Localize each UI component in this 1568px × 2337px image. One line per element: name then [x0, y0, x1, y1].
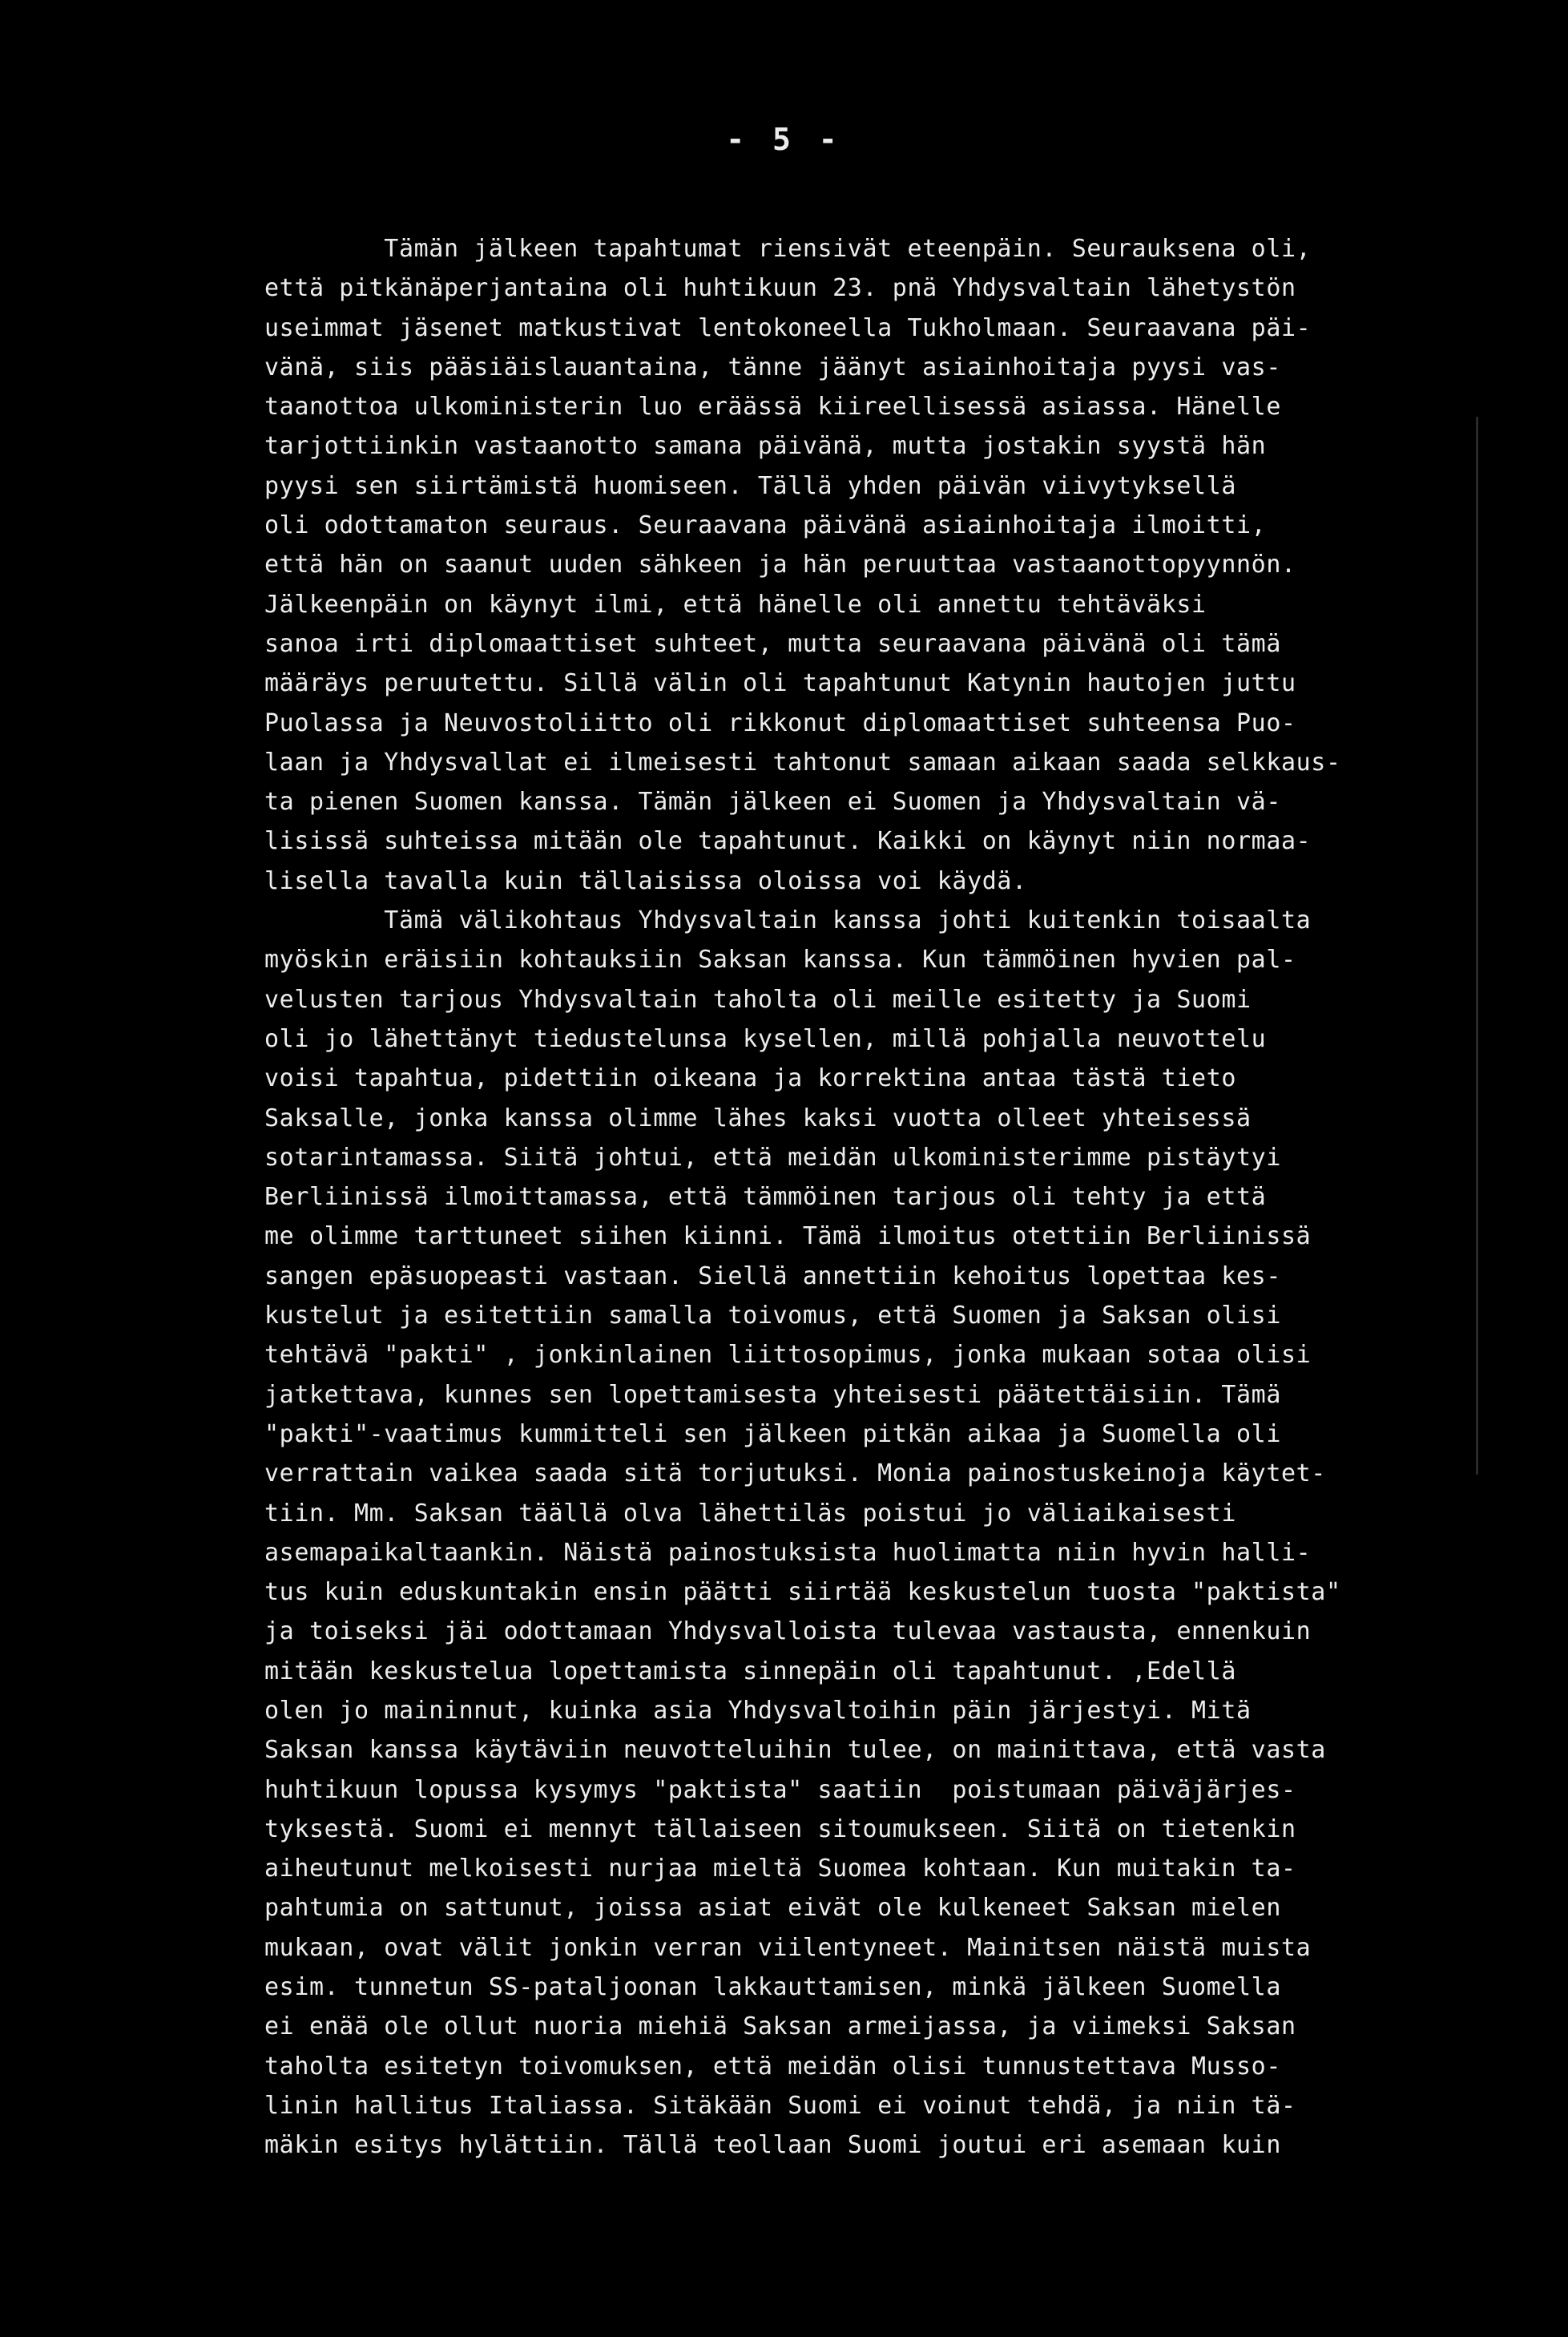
text-line: lisella tavalla kuin tällaisissa oloissa voi käydä. — [264, 866, 1027, 895]
text-line: tiin. Mm. Saksan täällä olva lähettiläs poistui jo väliaikaisesti — [264, 1499, 1236, 1528]
text-line: Tämä välikohtaus Yhdysvaltain kanssa johti kuitenkin toisaalta — [264, 906, 1312, 935]
text-line: ja toiseksi jäi odottamaan Yhdysvalloista tulevaa vastausta, ennenkuin — [264, 1617, 1312, 1646]
text-line: laan ja Yhdysvallat ei ilmeisesti tahtonut samaan aikaan saada selkkaus- — [264, 748, 1341, 777]
text-line: mäkin esitys hylättiin. Tällä teollaan Suomi joutui eri asemaan kuin — [264, 2131, 1281, 2160]
text-line: tarjottiinkin vastaanotto samana päivänä, mutta jostakin syystä hän — [264, 432, 1267, 461]
text-line: olen jo maininnut, kuinka asia Yhdysvaltoihin päin järjestyi. Mitä — [264, 1696, 1252, 1725]
text-line: vänä, siis pääsiäislauantaina, tänne jäänyt asiainhoitaja pyysi vas- — [264, 353, 1281, 381]
text-line: mitään keskustelua lopettamista sinnepäin oli tapahtunut. ,Edellä — [264, 1657, 1236, 1685]
text-line: pyysi sen siirtämistä huomiseen. Tällä yhden päivän viivytyksellä — [264, 471, 1236, 500]
body-text — [264, 229, 1442, 2165]
text-line: ta pienen Suomen kanssa. Tämän jälkeen ei Suomen ja Yhdysvaltain vä- — [264, 788, 1281, 817]
text-line: määräys peruutettu. Sillä välin oli tapahtunut Katynin hautojen juttu — [264, 669, 1296, 698]
text-line: asemapaikaltaankin. Näistä painostuksista huolimatta niin hyvin halli- — [264, 1538, 1312, 1567]
text-line: että pitkänäperjantaina oli huhtikuun 23. pnä Yhdysvaltain lähetystön — [264, 274, 1296, 303]
text-line: myöskin eräisiin kohtauksiin Saksan kanssa. Kun tämmöinen hyvien pal- — [264, 946, 1296, 975]
page-number: - 5 - — [726, 122, 842, 157]
text-line: Jälkeenpäin on käynyt ilmi, että hänelle oli annettu tehtäväksi — [264, 590, 1207, 619]
text-line: taanottoa ulkoministerin luo eräässä kiireellisessä asiassa. Hänelle — [264, 393, 1281, 422]
text-line: aiheutunut melkoisesti nurjaa mieltä Suomea kohtaan. Kun muitakin ta- — [264, 1855, 1296, 1883]
text-line: tus kuin eduskuntakin ensin päätti siirtää keskustelun tuosta "paktista" — [264, 1578, 1341, 1607]
text-line: huhtikuun lopussa kysymys "paktista" saatiin poistumaan päiväjärjes- — [264, 1775, 1296, 1804]
text-line: tyksestä. Suomi ei mennyt tällaiseen sitoumukseen. Siitä on tietenkin — [264, 1814, 1296, 1843]
text-line: tehtävä "pakti" , jonkinlainen liittosopimus, jonka mukaan sotaa olisi — [264, 1341, 1312, 1370]
text-line: että hän on saanut uuden sähkeen ja hän peruuttaa vastaanottopyynnön. — [264, 551, 1296, 579]
text-line: Tämän jälkeen tapahtumat riensivät eteenpäin. Seurauksena oli, — [264, 235, 1312, 263]
text-line: Puolassa ja Neuvostoliitto oli rikkonut diplomaattiset suhteensa Puo- — [264, 708, 1296, 737]
margin-rule — [1476, 417, 1478, 1475]
text-line: Saksalle, jonka kanssa olimme lähes kaksi vuotta olleet yhteisessä — [264, 1104, 1252, 1132]
text-line: sangen epäsuopeasti vastaan. Siellä annettiin kehoitus lopettaa kes- — [264, 1261, 1281, 1290]
text-line: useimmat jäsenet matkustivat lentokoneella Tukholmaan. Seuraavana päi- — [264, 313, 1312, 342]
text-line: me olimme tarttuneet siihen kiinni. Tämä ilmoitus otettiin Berliinissä — [264, 1222, 1312, 1251]
text-line: sanoa irti diplomaattiset suhteet, mutta seuraavana päivänä oli tämä — [264, 629, 1281, 658]
text-line: ei enää ole ollut nuoria miehiä Saksan armeijassa, ja viimeksi Saksan — [264, 2012, 1296, 2041]
text-line: esim. tunnetun SS-pataljoonan lakkauttamisen, minkä jälkeen Suomella — [264, 1973, 1281, 2002]
text-line: oli odottamaton seuraus. Seuraavana päivänä asiainhoitaja ilmoitti, — [264, 511, 1267, 540]
text-line: oli jo lähettänyt tiedustelunsa kysellen, millä pohjalla neuvottelu — [264, 1024, 1267, 1053]
text-line: Berliinissä ilmoittamassa, että tämmöinen tarjous oli tehty ja että — [264, 1183, 1267, 1212]
text-line: sotarintamassa. Siitä johtui, että meidän ulkoministerimme pistäytyi — [264, 1143, 1281, 1172]
text-line: kustelut ja esitettiin samalla toivomus, että Suomen ja Saksan olisi — [264, 1302, 1281, 1330]
text-line: "pakti"-vaatimus kummitteli sen jälkeen pitkän aikaa ja Suomella oli — [264, 1419, 1281, 1448]
text-line: jatkettava, kunnes sen lopettamisesta yhteisesti päätettäisiin. Tämä — [264, 1380, 1281, 1409]
text-line: linin hallitus Italiassa. Sitäkään Suomi ei voinut tehdä, ja niin tä- — [264, 2091, 1296, 2120]
text-line: taholta esitetyn toivomuksen, että meidän olisi tunnustettava Musso- — [264, 2052, 1281, 2081]
text-line: mukaan, ovat välit jonkin verran viilentyneet. Mainitsen näistä muista — [264, 1933, 1312, 1962]
text-line: lisissä suhteissa mitään ole tapahtunut. Kaikki on käynyt niin normaa- — [264, 827, 1312, 856]
text-line: velusten tarjous Yhdysvaltain taholta oli meille esitetty ja Suomi — [264, 985, 1252, 1014]
text-line: voisi tapahtua, pidettiin oikeana ja korrektina antaa tästä tieto — [264, 1064, 1236, 1093]
text-line: Saksan kanssa käytäviin neuvotteluihin tulee, on mainittava, että vasta — [264, 1736, 1326, 1765]
text-line: verrattain vaikea saada sitä torjutuksi. Monia painostuskeinoja käytet- — [264, 1459, 1326, 1488]
text-line: pahtumia on sattunut, joissa asiat eivät ole kulkeneet Saksan mielen — [264, 1894, 1281, 1923]
